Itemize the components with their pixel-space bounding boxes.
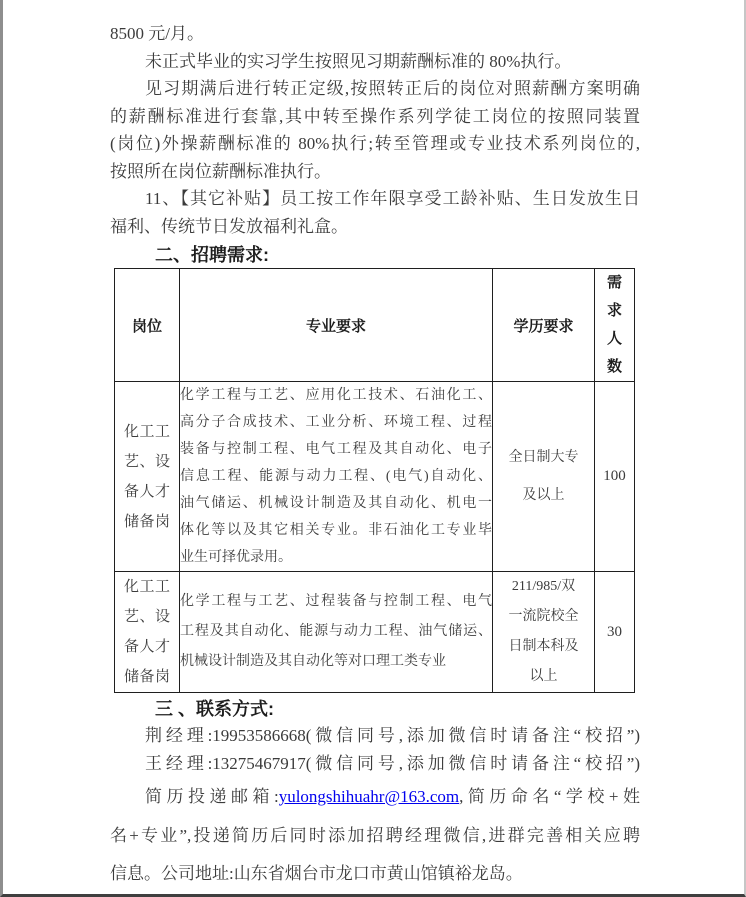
contact-line-jing: 荆经理:19953586668(微信同号,添加微信时请备注“校招”) xyxy=(145,726,640,745)
paragraph-line: 未正式毕业的实习学生按照见习期薪酬标准的 80%执行。 xyxy=(145,51,572,71)
email-suffix-text: ,简历命名“学校+姓 xyxy=(459,787,640,806)
contact-block xyxy=(110,722,640,778)
page-content xyxy=(3,0,744,894)
email-prefix-text: 简历投递邮箱: xyxy=(145,787,279,806)
paragraph-line: 福利、传统节日发放福利礼盒。 xyxy=(110,216,348,236)
majors-cell: 化学工程与工艺、过程装备与控制工程、电气 工程及其自动化、能源与动力工程、油气储运、 机械设计制造及其自动化等对口理工类专业 xyxy=(180,572,493,693)
position-cell: 化工工 艺、设 备人才 储备岗 xyxy=(115,382,180,572)
headcount-cell: 100 xyxy=(595,382,635,572)
contact-line-wang: 王经理:13275467917(微信同号,添加微信时请备注“校招”) xyxy=(145,754,640,773)
majors-cell: 化学工程与工艺、应用化工技术、石油化工、 高分子合成技术、工业分析、环境工程、过程 装备与控制工程、电气工程及其自动化、电子 信息工程、能源与动力工程、(电气)自动化、 油气储运、机械设计制造及其自动化、机电一 体化等以及其它相关专业。非石油化工专业毕 业生可择优录用。 xyxy=(180,382,493,572)
email-line: 信息。公司地址:山东省烟台市龙口市黄山馆镇裕龙岛。 xyxy=(110,864,523,883)
col-header-headcount xyxy=(595,269,635,382)
paragraph-line: 见习期满后进行转正定级,按照转正后的岗位对照薪酬方案明确 xyxy=(145,79,640,98)
email-line xyxy=(110,778,640,817)
col-header-position: 岗位 xyxy=(115,269,180,382)
position-cell: 化工工 艺、设 备人才 储备岗 xyxy=(115,572,180,693)
section-heading-recruitment: 二、招聘需求: xyxy=(155,245,269,265)
table-row xyxy=(115,572,635,693)
paragraph-line: 8500 元/月。 xyxy=(110,24,204,43)
section-heading-contact: 三 、联系方式: xyxy=(155,699,274,719)
vertical-header-text: 需求人数 xyxy=(606,274,622,375)
intro-paragraphs xyxy=(110,20,640,240)
paragraph-line: 11、【其它补贴】员工按工作年限享受工龄补贴、生日发放生日 xyxy=(145,189,640,208)
paragraph-line: 按照所在岗位薪酬标准执行。 xyxy=(110,161,331,181)
education-cell: 全日制大专 及以上 xyxy=(493,382,595,572)
email-line: 名+专业”,投递简历后同时添加招聘经理微信,进群完善相关应聘 xyxy=(110,825,640,845)
col-header-majors: 专业要求 xyxy=(180,269,493,382)
headcount-cell: 30 xyxy=(595,572,635,693)
email-paragraph xyxy=(110,778,640,894)
email-link[interactable]: yulongshihuahr@163.com xyxy=(278,787,460,806)
col-header-education: 学历要求 xyxy=(493,269,595,382)
education-cell: 211/985/双 一流院校全 日制本科及 以上 xyxy=(493,572,595,693)
table-header-row xyxy=(115,269,635,382)
recruitment-table xyxy=(114,268,635,693)
table-row xyxy=(115,382,635,572)
paragraph-line: 的薪酬标准进行套靠,其中转至操作系列学徒工岗位的按照同装置 xyxy=(110,106,640,126)
paragraph-line: (岗位)外操薪酬标准的 80%执行;转至管理或专业技术系列岗位的, xyxy=(110,134,640,153)
